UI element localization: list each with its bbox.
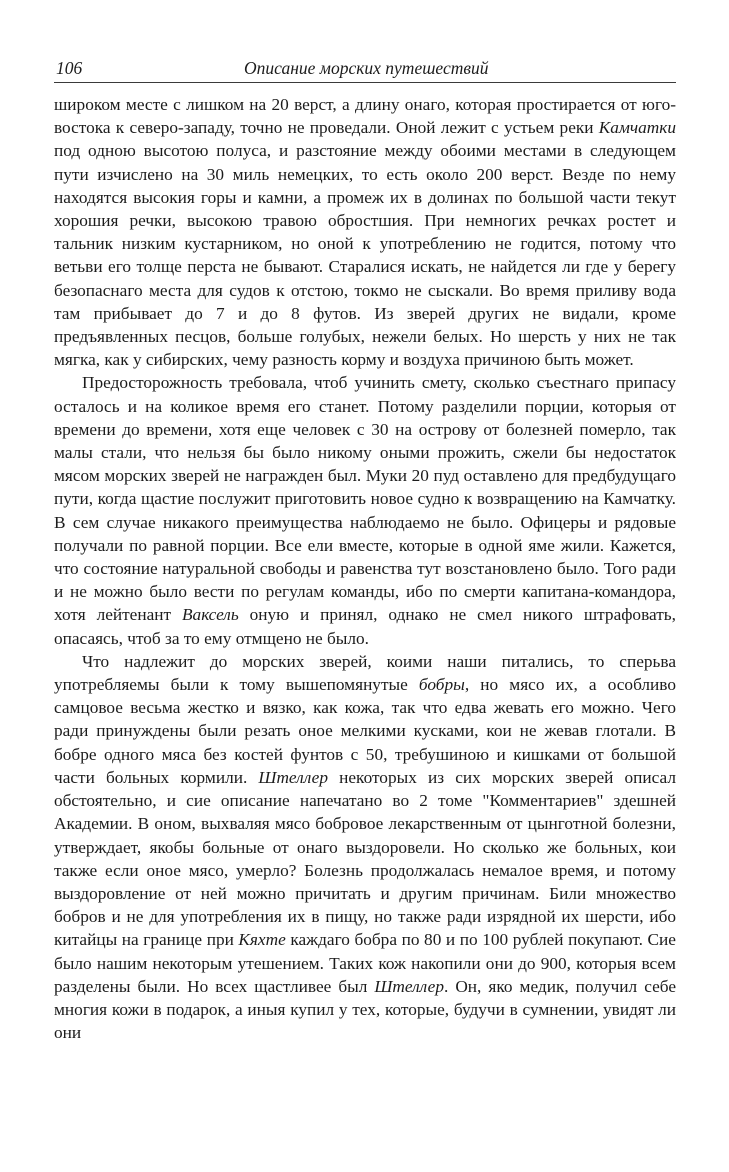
text-segment: , но мясо их, а особливо самцовое весьма жестко и вязко, как кожа, так что едва жевать его можно. Чего ради принуждены были резать оное мелкими кусками, кои не жевав глотали. В бобре одного мяса без костей фунтов с 50, требушиною и кишками от большой части больных кормили. [54,675,676,787]
italic-name-vaksel: Ваксель [182,605,239,625]
text-segment: . Он, яко медик, получил себе многия кожи в подарок, а иныя купил у тех, которые, будучи в сумнении, увидят ли они [54,976,676,1043]
italic-term-kamchatka: Камчатки [598,118,676,138]
text-segment: Предосторожность требовала, чтоб учинить смету, сколько съестнаго припасу осталось и на коликое время его станет. Потому разделили порции, которыя от времени до времени, хотя еще человек с 30 на острову от болезней померло, так малы стали, что нельзя бы было никому оными прожить, сжели бы недостаток мясом морских зверей не награжден был. Муки 20 пуд оставлено для предбудущаго пути, когда щастие послужит приготовить новое судно к возвращению на Камчатку. В сем случае никакого преимущества наблюдаемо не было. Офицеры и рядовые получали по равной порции. Все ели вместе, которые в одной яме жили. Кажется, что состояние натуральной свободы и равенства тут возстановлено было. Того ради и не можно было вести по регулам команды, ибо по смерти капитана-командора, хотя лейтенант [54,373,676,625]
text-segment: каждаго бобра по 80 и по 100 рублей покупают. Сие было нашим некоторым утешением. Таких кож накопили они до 900, которыя всем разделены были. Но всех щастливее был [54,930,676,996]
page-number: 106 [56,58,83,78]
paragraph-1 [54,93,676,371]
text-segment: широком месте с лишком на 20 верст, а длину онаго, которая простирается от юго-востока к северо-западу, точно не проведали. Оной лежит с устьем реки [54,95,676,138]
text-segment: некоторых из сих морских зверей описал обстоятельно, и сие описание напечатано во 2 томе "Комментариев" здешней Академии. В оном, выхваляя мясо бобровое лекарственным от цынготной болезни, утверждает, якобы больные от онаго выздоровели. Но сколько же больных, кои также если оное мясо, умерло? Болезнь продолжалась немалое время, и потому выздоровление от ней можно причитать и другим причинам. Били множество бобров и не для употребления их в пищу, но также ради изрядной их шерсти, ибо китайцы на границе при [54,767,676,950]
italic-place-kyakhta: Кяхте [238,930,286,950]
paragraph-3 [54,650,676,1044]
text-segment: под одною высотою полуса, и разстояние между обоими местами в следующем пути изчислено на 30 миль немецких, то есть около 200 верст. Везде по нему находятся высокия горы и камни, а промеж их в долинах по большой части текут хорошия речки, высокою травою обростшия. При немногих речках ростет и тальник низким кустарником, но оной к употреблению не годится, потому что ветьви его толще перста не бывают. Старалися искать, не найдется ли где у берегу безопаснаго места для судов к отстою, токмо не сыскали. Во время приливу вода там прибывает до 7 и до 8 футов. Из зверей других не видали, кроме предъявленных песцов, больше голубых, нежели белых. Но шерсть у них не так мягка, как у сибирских, чему разность корму и воздуха причиною быть может. [54,141,676,370]
italic-name-steller: Штеллер [374,976,444,996]
paragraph-2 [54,371,676,649]
text-segment: оную и принял, однако не смел никого штрафовать, опасаясь, чтоб за то ему отмщено не было. [54,605,676,648]
italic-term-bobry: бобры [418,675,465,695]
running-title: Описание морских путешествий [244,58,489,78]
book-page [54,52,676,1044]
text-segment: Что надлежит до морских зверей, коими наши питались, то сперьва употребляемы были к тому вышепомянутые [54,651,676,695]
body-text [54,93,676,1044]
running-header [54,52,676,83]
italic-name-steller: Штеллер [258,767,328,787]
